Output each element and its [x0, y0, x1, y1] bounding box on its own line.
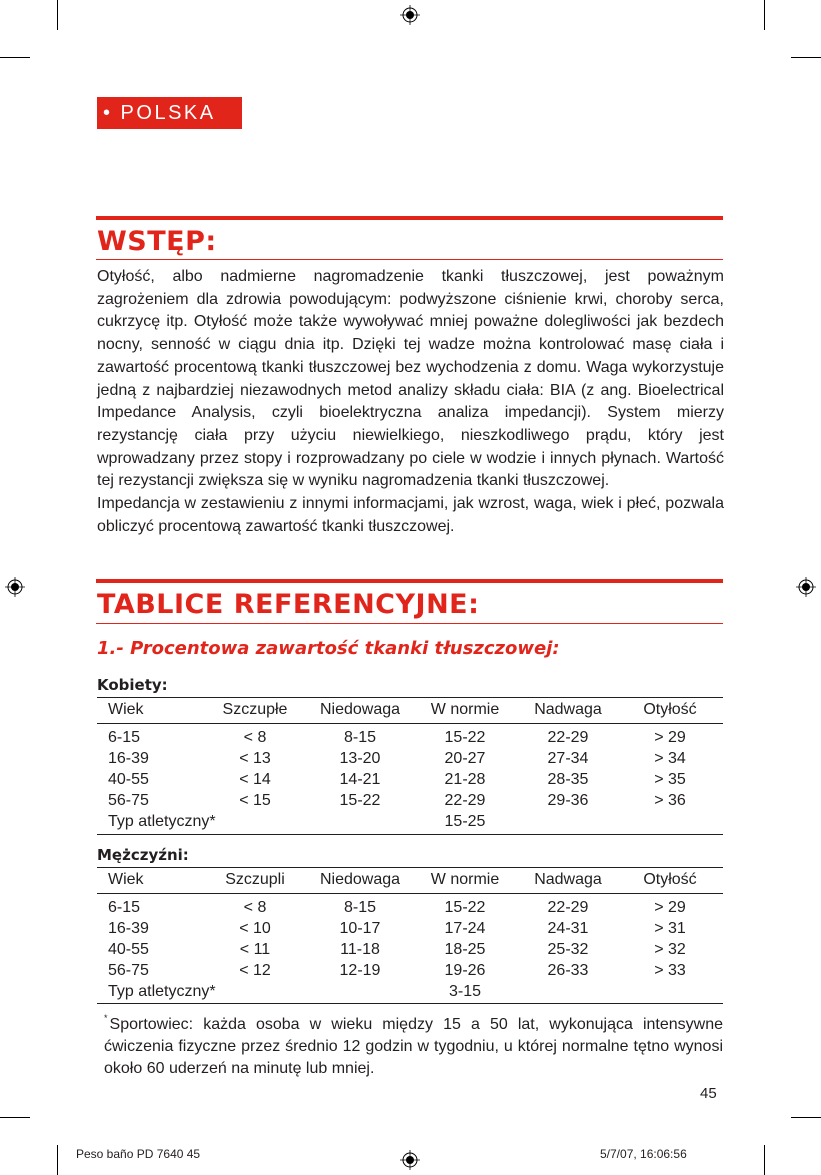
- table-cell: 15-25: [444, 813, 486, 830]
- table-cell: 29-36: [547, 792, 589, 809]
- table-cell: 56-75: [108, 792, 149, 809]
- table-cell: 28-35: [547, 771, 589, 788]
- crop-mark: [57, 0, 58, 30]
- footnote-text: Sportowiec: każda osoba w wieku między 15 a 50 lat, wykonująca intensywne ćwiczenia fizyczne przez średnio 12 godzin w tygodniu, u której normalne tętno wynosi około 60 uderzeń na minutę lub mniej.: [104, 1016, 723, 1077]
- table-cell: < 11: [239, 941, 271, 958]
- table-cell: > 31: [654, 920, 686, 937]
- table-cell: Typ atletyczny*: [108, 983, 216, 1000]
- table-cell: < 8: [243, 899, 267, 916]
- table-cell: < 14: [239, 771, 271, 788]
- table-header-cell: Nadwaga: [534, 871, 602, 888]
- section-rule: [96, 216, 723, 220]
- registration-mark-icon: [796, 577, 816, 597]
- table-cell: < 13: [239, 750, 271, 767]
- section-rule: [96, 259, 723, 260]
- table-cell: > 34: [654, 750, 686, 767]
- registration-mark-icon: [400, 1150, 420, 1170]
- table-cell: 24-31: [547, 920, 589, 937]
- table-cell: 15-22: [444, 899, 486, 916]
- table-header-cell: Szczupli: [225, 871, 285, 888]
- table-cell: 15-22: [444, 729, 486, 746]
- table-cell: > 29: [654, 899, 686, 916]
- table-cell: 40-55: [108, 771, 149, 788]
- table-cell: 6-15: [108, 729, 141, 746]
- crop-mark: [764, 1145, 765, 1175]
- table-rule: [97, 893, 723, 894]
- table-header-cell: Szczupłe: [222, 701, 288, 718]
- intro-title: WSTĘP:: [97, 226, 217, 257]
- print-slug-right: 5/7/07, 16:06:56: [600, 1147, 687, 1161]
- table-cell: > 36: [654, 792, 686, 809]
- table-cell: Typ atletyczny*: [108, 813, 216, 830]
- intro-paragraph: Impedancja w zestawieniu z innymi informacjami, jak wzrost, waga, wiek i płeć, pozwala obliczyć procentową zawartość tkanki tłuszczowej.: [97, 495, 724, 535]
- table-rule: [97, 867, 723, 868]
- table-cell: < 10: [239, 920, 271, 937]
- reference-title: TABLICE REFERENCYJNE:: [97, 589, 480, 620]
- table-cell: 15-22: [339, 792, 381, 809]
- table-rule: [97, 723, 723, 724]
- intro-paragraph: Otyłość, albo nadmierne nagromadzenie tkanki tłuszczowej, jest poważnym zagrożeniem dla zdrowia powodującym: podwyższone ciśnienie krwi, choroby serca, cukrzycę itp. Otyłość może także wywoływać mniej poważne dolegliwości jak bezdech nocny, senność w ciągu dnia itp. Dzięki tej wadze można kontrolować masę ciała i zawartość procentową tkanki tłuszczowej bez wychodzenia z domu. Waga wykorzystuje jedną z najbardziej niezawodnych metod analizy składu ciała: BIA (z ang. Bioelectrical Impedance Analysis, czyli bioelektryczna analiza impedancji). System mierzy rezystancję ciała przy użyciu niewielkiego, nieszkodliwego prądu, który jest wprowadzany przez stopy i rozprowadzany po ciele w wodzie i innych płynach. Wartość tej rezystancji zwiększa się w wyniku nagromadzenia tkanki tłuszczowej.: [97, 268, 724, 490]
- table-cell: < 15: [239, 792, 271, 809]
- registration-mark-icon: [5, 577, 25, 597]
- table-cell: 20-27: [444, 750, 486, 767]
- table-cell: 18-25: [444, 941, 486, 958]
- page-number: 45: [700, 1085, 717, 1102]
- table-cell: 3-15: [448, 983, 482, 1000]
- table-cell: 12-19: [339, 962, 381, 979]
- table-cell: 22-29: [547, 729, 589, 746]
- crop-mark: [57, 1145, 58, 1175]
- section-rule: [96, 623, 723, 624]
- table-cell: > 32: [654, 941, 686, 958]
- table-header-cell: Wiek: [108, 701, 144, 718]
- table-header-cell: Niedowaga: [319, 701, 401, 718]
- table-cell: 27-34: [547, 750, 589, 767]
- table-header-cell: Otyłość: [643, 871, 697, 888]
- language-badge: • POLSKA: [97, 97, 242, 129]
- table-cell: 8-15: [343, 729, 377, 746]
- table-cell: 25-32: [547, 941, 589, 958]
- intro-body: [97, 266, 724, 538]
- table-cell: 21-28: [444, 771, 486, 788]
- table-header-cell: Otyłość: [643, 701, 697, 718]
- section-rule: [96, 579, 723, 583]
- table-cell: 22-29: [547, 899, 589, 916]
- table-cell: > 33: [654, 962, 686, 979]
- table-header-cell: Nadwaga: [534, 701, 602, 718]
- table-cell: 13-20: [339, 750, 381, 767]
- crop-mark: [0, 57, 30, 58]
- crop-mark: [791, 57, 821, 58]
- table-cell: 11-18: [340, 941, 380, 958]
- print-slug-left: Peso baño PD 7640 45: [76, 1147, 201, 1161]
- crop-mark: [0, 1117, 30, 1118]
- table-cell: < 8: [243, 729, 267, 746]
- footnote: [97, 1007, 723, 1080]
- table-cell: 10-17: [339, 920, 381, 937]
- table-header-cell: Wiek: [108, 871, 144, 888]
- table-cell: 6-15: [108, 899, 141, 916]
- table-cell: > 35: [654, 771, 686, 788]
- table-cell: 14-21: [339, 771, 381, 788]
- reference-subtitle: 1.- Procentowa zawartość tkanki tłuszczowej:: [97, 638, 560, 659]
- men-label: Mężczyźni:: [97, 846, 189, 864]
- registration-mark-icon: [400, 5, 420, 25]
- table-cell: 8-15: [343, 899, 377, 916]
- table-cell: 17-24: [444, 920, 486, 937]
- table-cell: 16-39: [108, 750, 149, 767]
- table-cell: 16-39: [108, 920, 149, 937]
- table-cell: 40-55: [108, 941, 149, 958]
- footnote-marker: *: [104, 1013, 108, 1023]
- table-header-cell: Niedowaga: [319, 871, 401, 888]
- table-cell: 26-33: [547, 962, 589, 979]
- crop-mark: [764, 0, 765, 30]
- table-cell: < 12: [239, 962, 271, 979]
- table-cell: > 29: [654, 729, 686, 746]
- table-rule: [97, 697, 723, 698]
- table-header-cell: W normie: [430, 871, 500, 888]
- table-rule: [97, 834, 723, 835]
- table-cell: 19-26: [444, 962, 486, 979]
- table-cell: 56-75: [108, 962, 149, 979]
- table-header-cell: W normie: [430, 701, 500, 718]
- table-cell: 22-29: [444, 792, 486, 809]
- women-label: Kobiety:: [97, 676, 168, 694]
- crop-mark: [791, 1117, 821, 1118]
- table-rule: [97, 1003, 723, 1004]
